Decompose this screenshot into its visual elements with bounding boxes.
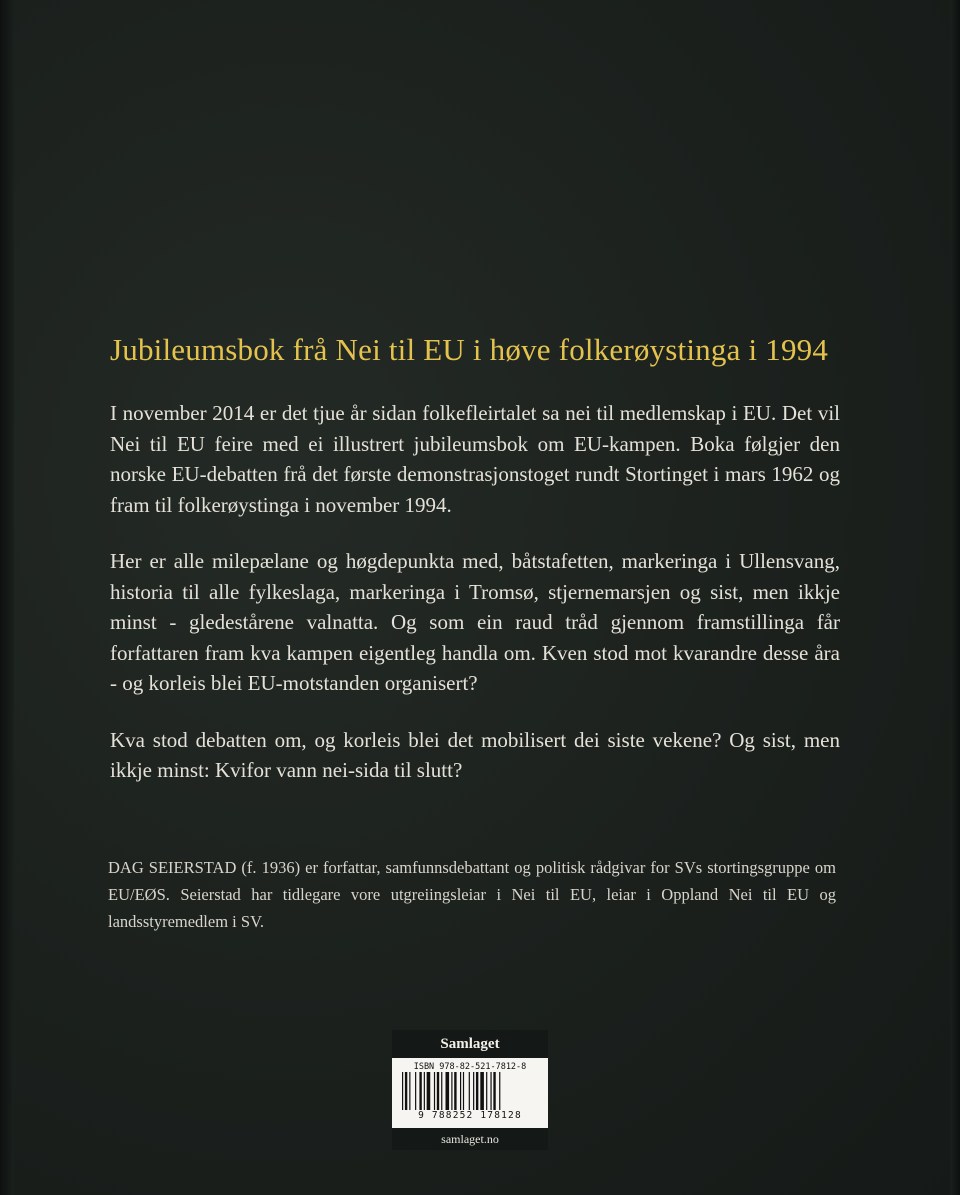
blurb-section (110, 330, 840, 812)
blurb-paragraph-1: I november 2014 er det tjue år sidan folkefleirtalet sa nei til medlemskap i EU. Det vil Nei til EU feire med ei illustrert jubileumsbok om EU-kampen. Boka følgjer den norske EU-debatten frå det første demonstrasjonstoget rundt Stortinget i mars 1962 og fram til folkerøystinga i november 1994. (110, 401, 840, 517)
blurb-paragraph-3: Kva stod debatten om, og korleis blei det mobilisert dei siste vekene? Og sist, men ikkje minst: Kvifor vann nei-sida til slutt? (110, 727, 840, 782)
publisher-logo: Samlaget (392, 1030, 548, 1058)
cover-edge-left (0, 0, 14, 1195)
barcode-digits: 9 788252 178128 (418, 1110, 522, 1121)
publisher-block (392, 1030, 548, 1158)
cover-edge-right (950, 0, 960, 1195)
publisher-website: samlaget.no (392, 1128, 548, 1150)
blurb-paragraph-2: Her er alle milepælane og høgdepunkta med, båtstafetten, markeringa i Ullensvang, historia til alle fylkeslaga, markeringa i Tromsø, stjernemarsjen og sist, men ikkje minst - gledestårene valnatta. Og som ein raud tråd gjennom framstillinga får forfattaren fram kva kampen eigentleg handla om. Kven stod mot kvarandre desse åra - og korleis blei EU-motstanden organisert? (110, 549, 840, 695)
headline: Jubileumsbok frå Nei til EU i høve folkerøystinga i 1994 (110, 332, 829, 367)
barcode-box (392, 1058, 548, 1128)
author-bio: DAG SEIERSTAD (f. 1936) er forfattar, samfunnsdebattant og politisk rådgivar for SVs stortingsgruppe om EU/EØS. Seierstad har tidlegare vore utgreiingsleiar i Nei til EU, leiar i Oppland Nei til EU og landsstyremedlem i SV. (108, 858, 836, 931)
barcode-icon (398, 1072, 542, 1110)
isbn-number: ISBN 978-82-521-7812-8 (413, 1062, 527, 1072)
